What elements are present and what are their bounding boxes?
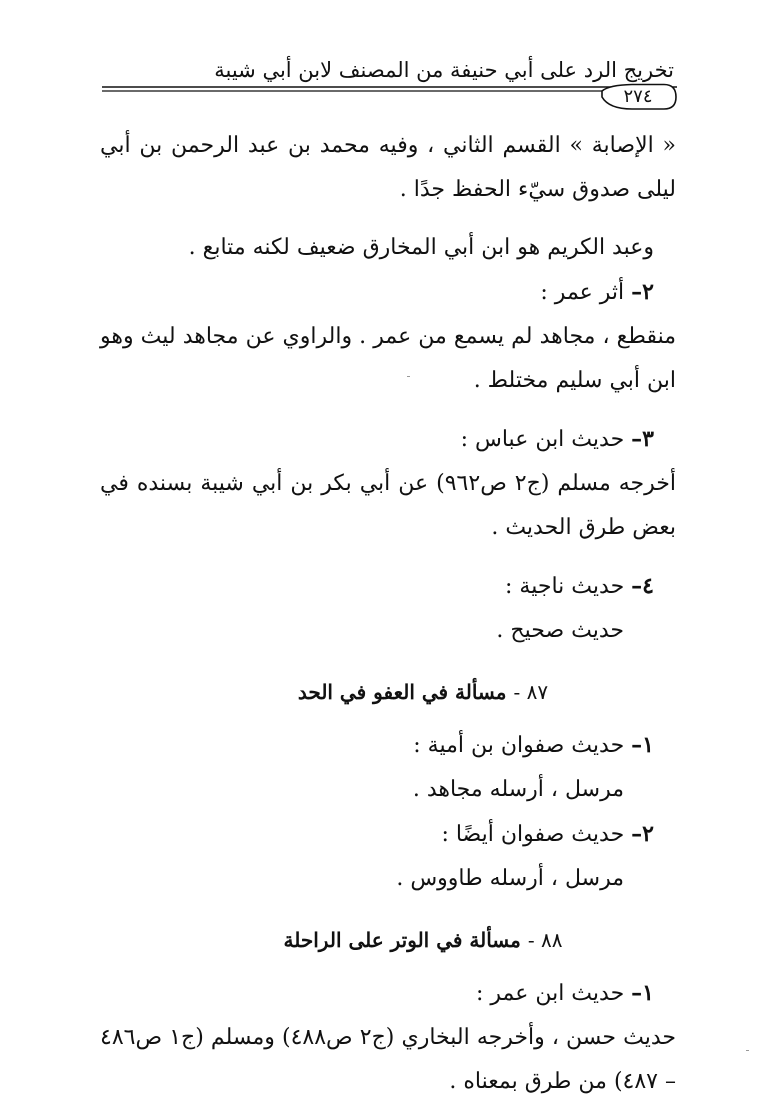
paragraph-munqati: منقطع ، مجاهد لم يسمع من عمر . والراوي عن مجاهد ليث وهو ابن أبي سليم مختلط . <box>100 324 676 393</box>
item-title: حديث صفوان بن أمية : <box>413 733 625 758</box>
scan-speck <box>407 376 410 377</box>
item-number: ٣– <box>631 426 654 452</box>
paragraph-isaba: « الإصابة » القسم الثاني ، وفيه محمد بن عبد الرحمن بن أبي ليلى صدوق سيّء الحفظ جدًا . <box>100 133 676 202</box>
item-number: ١– <box>631 980 654 1006</box>
paragraph-abd-alkarim: وعبد الكريم هو ابن أبي المخارق ضعيف لكنه متابع . <box>188 235 654 260</box>
paragraph-mursal-mujahid: مرسل ، أرسله مجاهد . <box>412 777 624 802</box>
item-title: حديث صفوان أيضًا : <box>441 822 625 847</box>
section-title: مسألة في العفو في الحد <box>297 680 507 704</box>
item-hadith-safwan-2 <box>100 812 676 857</box>
scan-speck <box>746 1050 749 1051</box>
item-title: حديث ابن عمر : <box>475 981 625 1006</box>
header-rule <box>102 82 677 112</box>
paragraph-bukhari-muslim: حديث حسن ، وأخرجه البخاري (ج٢ ص٤٨٨) ومسلم (ج١ ص٤٨٦ – ٤٨٧) من طرق بمعناه . <box>100 1025 677 1094</box>
item-hadith-najiya <box>100 564 676 609</box>
item-athar-umar <box>100 270 676 315</box>
paragraph-muslim: أخرجه مسلم (ج٢ ص٩٦٢) عن أبي بكر بن أبي شيبة بسنده في بعض طرق الحديث . <box>100 471 676 540</box>
item-title: حديث ناجية : <box>505 574 625 599</box>
item-title: حديث ابن عباس : <box>460 427 625 452</box>
item-hadith-ibn-abbas <box>100 417 676 462</box>
item-number: ٢– <box>631 279 654 305</box>
paragraph-sahih: حديث صحيح . <box>496 618 624 643</box>
item-number: ١– <box>631 732 654 758</box>
item-title: أثر عمر : <box>540 280 625 305</box>
section-heading-87 <box>100 675 676 709</box>
section-number: ٨٧ - <box>513 680 549 704</box>
running-title: تخريج الرد على أبي حنيفة من المصنف لابن أبي شيبة <box>214 58 674 82</box>
section-number: ٨٨ - <box>527 928 563 952</box>
item-number: ٢– <box>631 821 654 847</box>
main-text <box>100 124 676 1104</box>
section-heading-88 <box>100 923 676 957</box>
item-number: ٤– <box>631 573 654 599</box>
item-hadith-safwan <box>100 723 676 768</box>
item-hadith-ibn-umar <box>100 971 676 1016</box>
paragraph-mursal-tawus: مرسل ، أرسله طاووس . <box>396 866 624 891</box>
page-number: ٢٧٤ <box>623 86 653 107</box>
section-title: مسألة في الوتر على الراحلة <box>283 928 521 952</box>
